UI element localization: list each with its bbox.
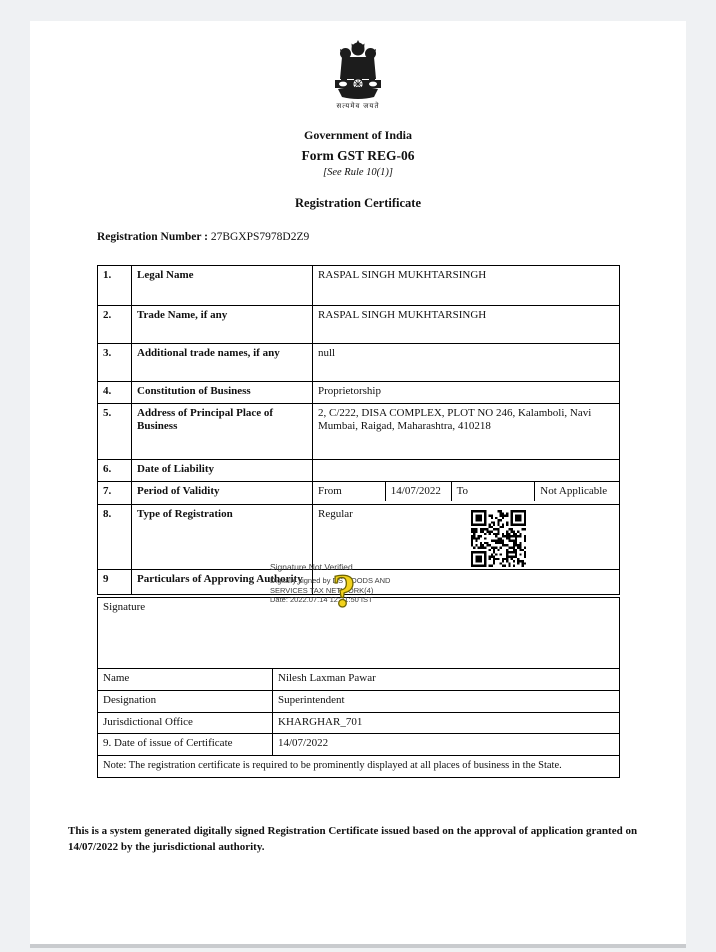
rule-reference: [See Rule 10(1)]: [323, 167, 393, 178]
stamp-status-text: Signature Not Verified: [270, 562, 353, 572]
table-row: [98, 734, 620, 756]
row-value: Proprietorship: [313, 382, 620, 404]
table-row: [98, 713, 620, 734]
row-label: Trade Name, if any: [132, 306, 313, 344]
validity-cell: [313, 482, 620, 505]
table-row: [98, 482, 620, 505]
row-value: Nilesh Laxman Pawar: [273, 669, 620, 691]
svg-text:?: ?: [332, 565, 356, 615]
table-row: [98, 460, 620, 482]
validity-from-label: From: [318, 485, 342, 497]
registration-number-label: Registration Number :: [97, 231, 208, 243]
certificate-title: Registration Certificate: [295, 196, 421, 210]
row-sno: 9: [98, 570, 132, 595]
government-title: Government of India: [304, 128, 412, 142]
row-sno: 5.: [98, 404, 132, 460]
row-value: Superintendent: [273, 691, 620, 713]
row-sno: 4.: [98, 382, 132, 404]
validity-from-value: 14/07/2022: [385, 482, 451, 501]
registration-number-value: 27BGXPS7978D2Z9: [210, 231, 310, 243]
row-label: 9. Date of issue of Certificate: [98, 734, 273, 756]
table-row: [98, 669, 620, 691]
row-label: Particulars of Approving Authority: [132, 570, 313, 595]
table-row: [98, 266, 620, 306]
row-label: Jurisdictional Office: [98, 713, 273, 734]
row-value: null: [313, 344, 620, 382]
row-value: [313, 460, 620, 482]
row-sno: 1.: [98, 266, 132, 306]
table-row: [98, 691, 620, 713]
row-label: Name: [98, 669, 273, 691]
approving-authority-table: [97, 597, 620, 778]
note-row: [98, 756, 620, 778]
row-value: RASPAL SINGH MUKHTARSINGH: [313, 306, 620, 344]
validity-to-label: To: [451, 482, 535, 501]
qr-code: [471, 510, 526, 567]
row-label: Designation: [98, 691, 273, 713]
registration-type-cell: [313, 505, 620, 570]
row-label: Additional trade names, if any: [132, 344, 313, 382]
row-value: 14/07/2022: [273, 734, 620, 756]
national-emblem-icon: [329, 40, 387, 100]
registration-number-line: [97, 231, 686, 243]
footer-declaration: This is a system generated digitally signed Registration Certificate issued based on the approval of application granted on 14/07/2022 by the jurisdictional authority.: [68, 825, 638, 853]
table-row: [98, 306, 620, 344]
certificate-main-table: [97, 265, 620, 595]
row-value: Regular: [318, 508, 353, 520]
note-text: Note: The registration certificate is required to be prominently displayed at all places of business in the State.: [98, 756, 620, 778]
stamp-date-line: Date: 2022.07.14 12:31:50 IST: [270, 595, 373, 604]
row-label: Period of Validity: [132, 482, 313, 505]
row-value: KHARGHAR_701: [273, 713, 620, 734]
signature-label: Signature: [103, 601, 146, 613]
row-label: Type of Registration: [132, 505, 313, 570]
digital-signature-stamp: [270, 562, 445, 615]
table-row: [98, 382, 620, 404]
question-mark-icon: [326, 565, 362, 615]
validity-to-value: Not Applicable: [534, 482, 619, 501]
row-sno: 7.: [98, 482, 132, 505]
row-label: Date of Liability: [132, 460, 313, 482]
certificate-page: [30, 21, 686, 944]
row-sno: 2.: [98, 306, 132, 344]
row-sno: 3.: [98, 344, 132, 382]
row-value: 2, C/222, DISA COMPLEX, PLOT NO 246, Kalamboli, Navi Mumbai, Raigad, Maharashtra, 410218: [313, 404, 620, 460]
stamp-signed-by-line1: Digitally signed by DS GOODS AND: [270, 576, 391, 585]
row-sno: 8.: [98, 505, 132, 570]
stamp-signed-by-line2: SERVICES TAX NETWORK(4): [270, 585, 374, 595]
row-label: Legal Name: [132, 266, 313, 306]
row-label: Constitution of Business: [132, 382, 313, 404]
table-row: [98, 505, 620, 570]
emblem-motto: सत्यमेव जयते: [336, 102, 380, 110]
table-row: [98, 344, 620, 382]
row-label: Address of Principal Place of Business: [132, 404, 313, 460]
row-sno: 6.: [98, 460, 132, 482]
form-title: Form GST REG-06: [301, 148, 415, 163]
table-row: [98, 404, 620, 460]
document-header: [30, 40, 686, 211]
row-value: RASPAL SINGH MUKHTARSINGH: [313, 266, 620, 306]
